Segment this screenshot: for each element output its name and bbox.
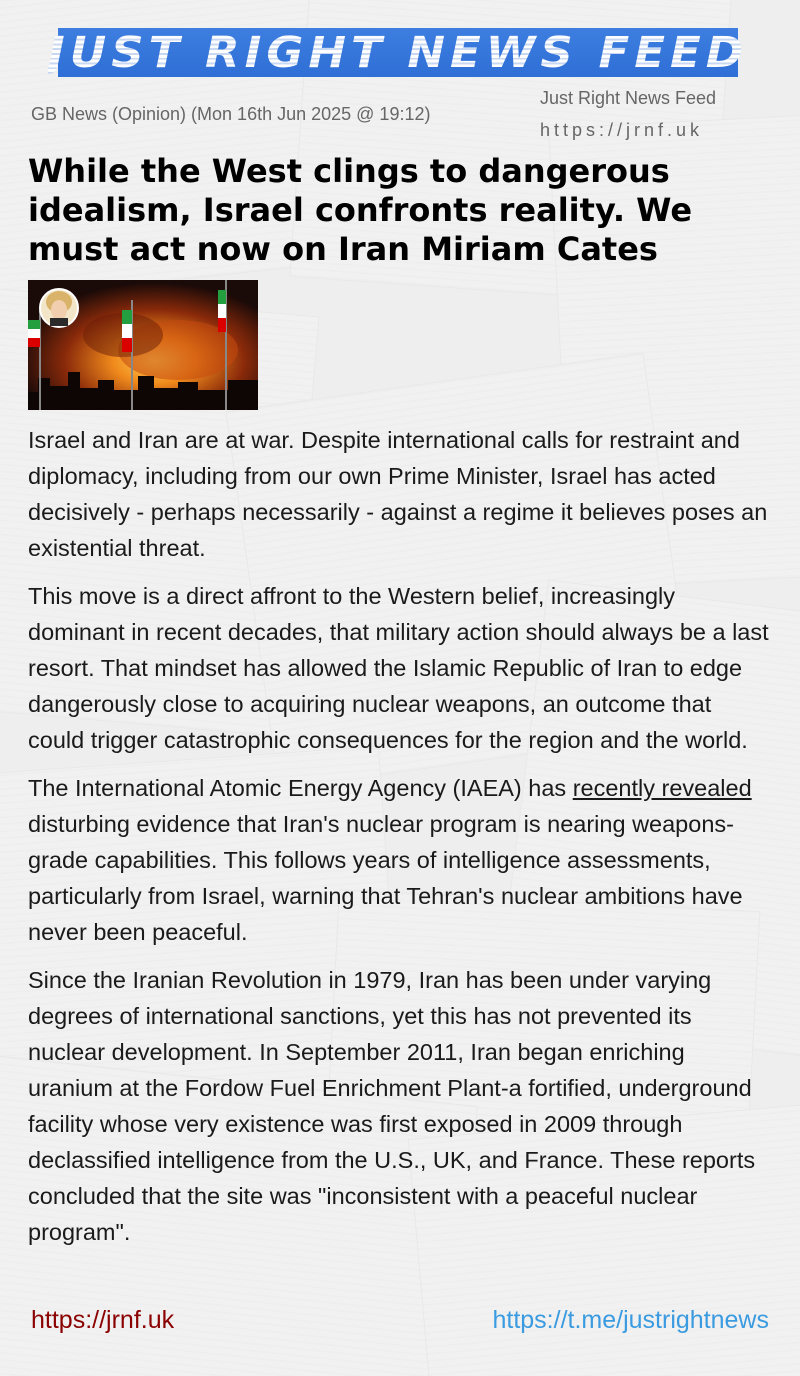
brand-name: Just Right News Feed (540, 88, 717, 108)
article-headline: While the West clings to dangerous idealism, Israel confronts reality. We must act now on Iran Miriam Cates (28, 152, 693, 268)
brand-url: https://jrnf.uk (540, 120, 704, 140)
paragraph-3 (28, 770, 773, 950)
paragraph-1: Israel and Iran are at war. Despite international calls for restraint and diplomacy, including from our own Prime Minister, Israel has acted decisively - perhaps necessarily - against a regime it believes poses an existential threat. (28, 427, 768, 561)
article-body (28, 422, 773, 1262)
footer-site-link[interactable]: https://jrnf.uk (31, 1306, 175, 1334)
paragraph-3-end: disturbing evidence that Iran's nuclear program is nearing weapons-grade capabilities. This follows years of intelligence assessments, particularly from Israel, warning that Tehran's nuclear ambitions have never been peaceful. (28, 811, 743, 945)
explosion-skyline-image (28, 280, 258, 410)
paragraph-3-start: The International Atomic Energy Agency (IAEA) has (28, 775, 573, 801)
footer-telegram-link[interactable]: https://t.me/justrightnews (492, 1306, 769, 1334)
recently-revealed-link[interactable]: recently revealed (572, 775, 752, 801)
paragraph-2: This move is a direct affront to the Western belief, increasingly dominant in recent decades, that military action should always be a last resort. That mindset has allowed the Islamic Republic of Iran to edge dangerously close to acquiring nuclear weapons, an outcome that could trigger catastrophic consequences for the region and the world. (28, 583, 769, 753)
banner-title: JUST RIGHT NEWS FEED (47, 27, 749, 78)
paragraph-4: Since the Iranian Revolution in 1979, Iran has been under varying degrees of international sanctions, yet this has not prevented its nuclear development. In September 2011, Iran began enriching uranium at the Fordow Fuel Enrichment Plant-a fortified, underground facility whose very existence was first exposed in 2009 through declassified intelligence from the U.S., UK, and France. These reports concluded that the site was "inconsistent with a peaceful nuclear program". (28, 967, 756, 1245)
site-banner (47, 27, 749, 78)
article-image[interactable] (28, 280, 258, 410)
source-line: GB News (Opinion) (Mon 16th Jun 2025 @ 19:12) (31, 104, 431, 124)
